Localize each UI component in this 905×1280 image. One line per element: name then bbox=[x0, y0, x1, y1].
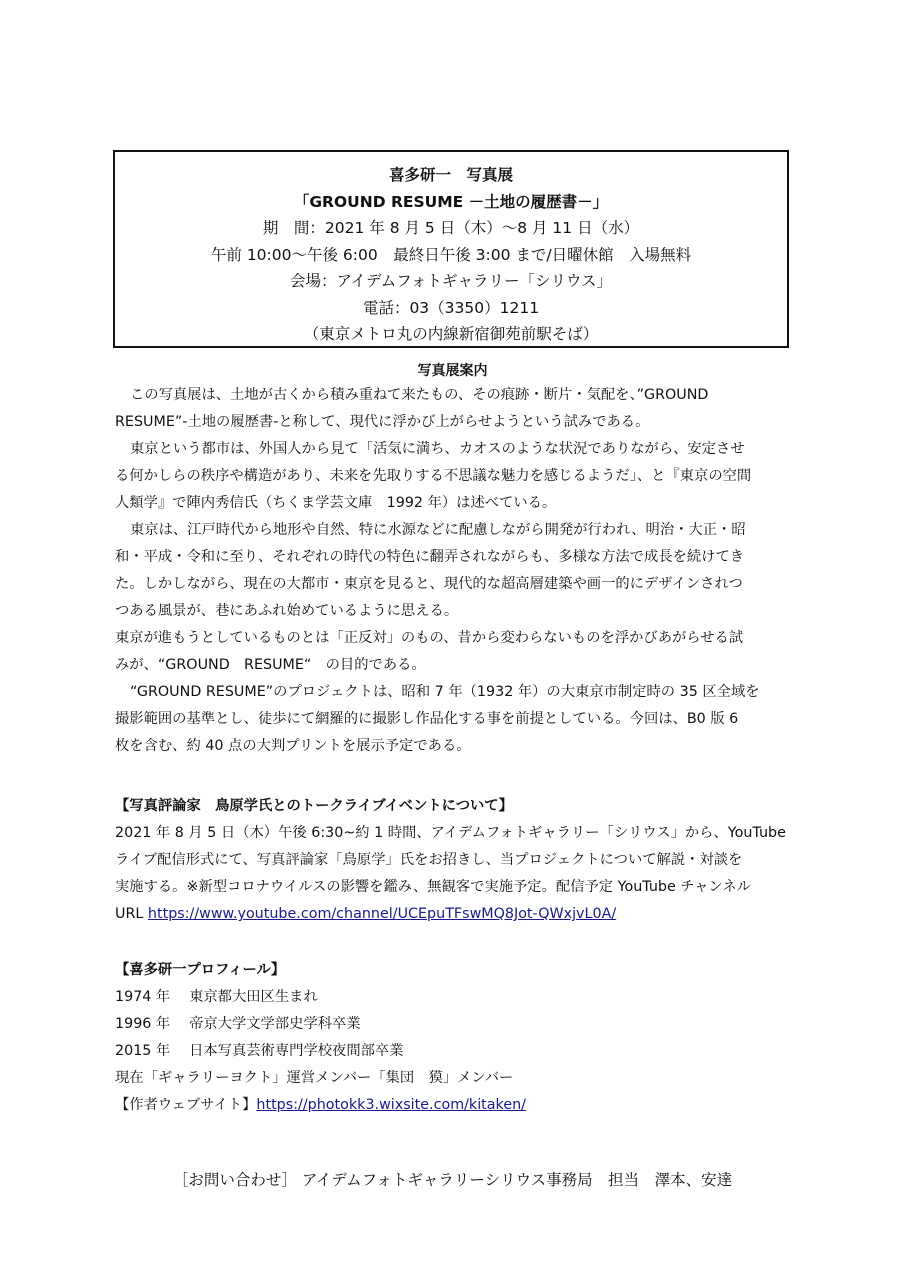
profile-text: 日本写真芸術専門学校夜間部卒業 bbox=[189, 1043, 404, 1059]
talk-line: 実施する。※新型コロナウイルスの影響を鑑み、無観客で実施予定。配信予定 YouTube チャンネル bbox=[115, 879, 751, 895]
profile-entry bbox=[115, 984, 795, 1011]
exhibition-info-box bbox=[113, 150, 789, 348]
talk-line: 2021 年 8 月 5 日（木）午後 6:30~約 1 時間、アイデムフォトギャラリー「シリウス」から、YouTube bbox=[115, 825, 786, 841]
profile-year: 1996 年 bbox=[115, 1016, 171, 1032]
guide-line: 撮影範囲の基準とし、徒歩にて網羅的に撮影し作品化する事を前提としている。今回は、B0 版 6 bbox=[115, 711, 739, 727]
exhibition-title: 喜多研一 写真展 bbox=[388, 166, 513, 184]
guide-line: た。しかしながら、現在の大都市・東京を見ると、現代的な超高層建築や画一的にデザインされつ bbox=[115, 576, 743, 592]
guide-line: る何かしらの秩序や構造があり、未来を先取りする不思議な魅力を感じるようだ」、と『東京の空間 bbox=[115, 468, 752, 484]
guide-line: 和・平成・令和に至り、それぞれの時代の特色に翻弄されながらも、多様な方法で成長を続けてき bbox=[115, 549, 745, 565]
exhibition-subtitle: 「GROUND RESUME －土地の履歴書－」 bbox=[293, 192, 609, 211]
guide-line: つある風景が、巷にあふれ始めているように思える。 bbox=[115, 603, 459, 619]
profile-year: 2015 年 bbox=[115, 1043, 171, 1059]
guide-line: 東京は、江戸時代から地形や自然、特に水源などに配慮しながら開発が行われ、明治・大正・昭 bbox=[130, 522, 746, 538]
youtube-channel-link[interactable]: https://www.youtube.com/channel/UCEpuTFswMQ8Jot-QWxjvL0A/ bbox=[147, 906, 617, 922]
url-label: URL bbox=[115, 906, 144, 922]
profile-section bbox=[115, 957, 795, 1119]
guide-line: 東京が進もうとしているものとは「正反対」のもの、昔から変わらないものを浮かびあがらせる試 bbox=[115, 630, 744, 646]
profile-current: 現在「ギャラリーヨクト」運営メンバー「集団 獏」メンバー bbox=[115, 1070, 514, 1086]
contact-info: ［お問い合わせ］ アイデムフォトギャラリーシリウス事務局 担当 澤本、安達 bbox=[172, 1171, 733, 1189]
talk-line: ライブ配信形式にて、写真評論家「鳥原学」氏をお招きし、当プロジェクトについて解説・対談を bbox=[115, 852, 743, 868]
guide-line: 人類学』で陣内秀信氏（ちくま学芸文庫 1992 年）は述べている。 bbox=[115, 495, 557, 511]
guide-line: この写真展は、土地が古くから積み重ねて来たもの、その痕跡・断片・気配を、”GROUND bbox=[130, 387, 709, 403]
author-website-link[interactable]: https://photokk3.wixsite.com/kitaken/ bbox=[256, 1097, 526, 1113]
profile-entry bbox=[115, 1038, 795, 1065]
profile-heading: 【喜多研一プロフィール】 bbox=[115, 962, 286, 978]
guide-heading: 写真展案内 bbox=[417, 363, 488, 379]
guide-line: “GROUND RESUME”のプロジェクトは、昭和 7 年（1932 年）の大東京市制定時の 35 区全域を bbox=[130, 684, 760, 700]
exhibition-period: 期 間：2021 年 8 月 5 日（木）～8 月 11 日（水） bbox=[262, 219, 640, 237]
exhibition-hours: 午前 10:00～午後 6:00 最終日午後 3:00 まで/日曜休館 入場無料 bbox=[210, 245, 692, 264]
exhibition-access: （東京メトロ丸の内線新宿御苑前駅そば） bbox=[303, 325, 599, 343]
guide-line: RESUME”-土地の履歴書-と称して、現代に浮かび上がらせようという試みである。 bbox=[115, 414, 650, 430]
profile-year: 1974 年 bbox=[115, 989, 171, 1005]
website-label: 【作者ウェブサイト】 bbox=[115, 1097, 257, 1113]
guide-body bbox=[115, 382, 795, 760]
profile-text: 東京都大田区生まれ bbox=[189, 989, 318, 1005]
profile-entry bbox=[115, 1011, 795, 1038]
guide-line: みが、“GROUND RESUME“ の目的である。 bbox=[115, 657, 426, 673]
guide-line: 枚を含む、約 40 点の大判プリントを展示予定である。 bbox=[115, 738, 471, 754]
exhibition-venue: 会場：アイデムフォトギャラリー「シリウス」 bbox=[289, 272, 613, 290]
talk-section bbox=[115, 793, 795, 928]
guide-line: 東京という都市は、外国人から見て「活気に満ち、カオスのような状況でありながら、安定させ bbox=[130, 441, 745, 457]
talk-heading: 【写真評論家 鳥原学氏とのトークライブイベントについて】 bbox=[115, 798, 513, 814]
profile-website-line bbox=[115, 1092, 795, 1119]
exhibition-phone: 電話：03（3350）1211 bbox=[362, 298, 540, 317]
talk-url-line bbox=[115, 901, 795, 928]
profile-text: 帝京大学文学部史学科卒業 bbox=[189, 1016, 361, 1032]
